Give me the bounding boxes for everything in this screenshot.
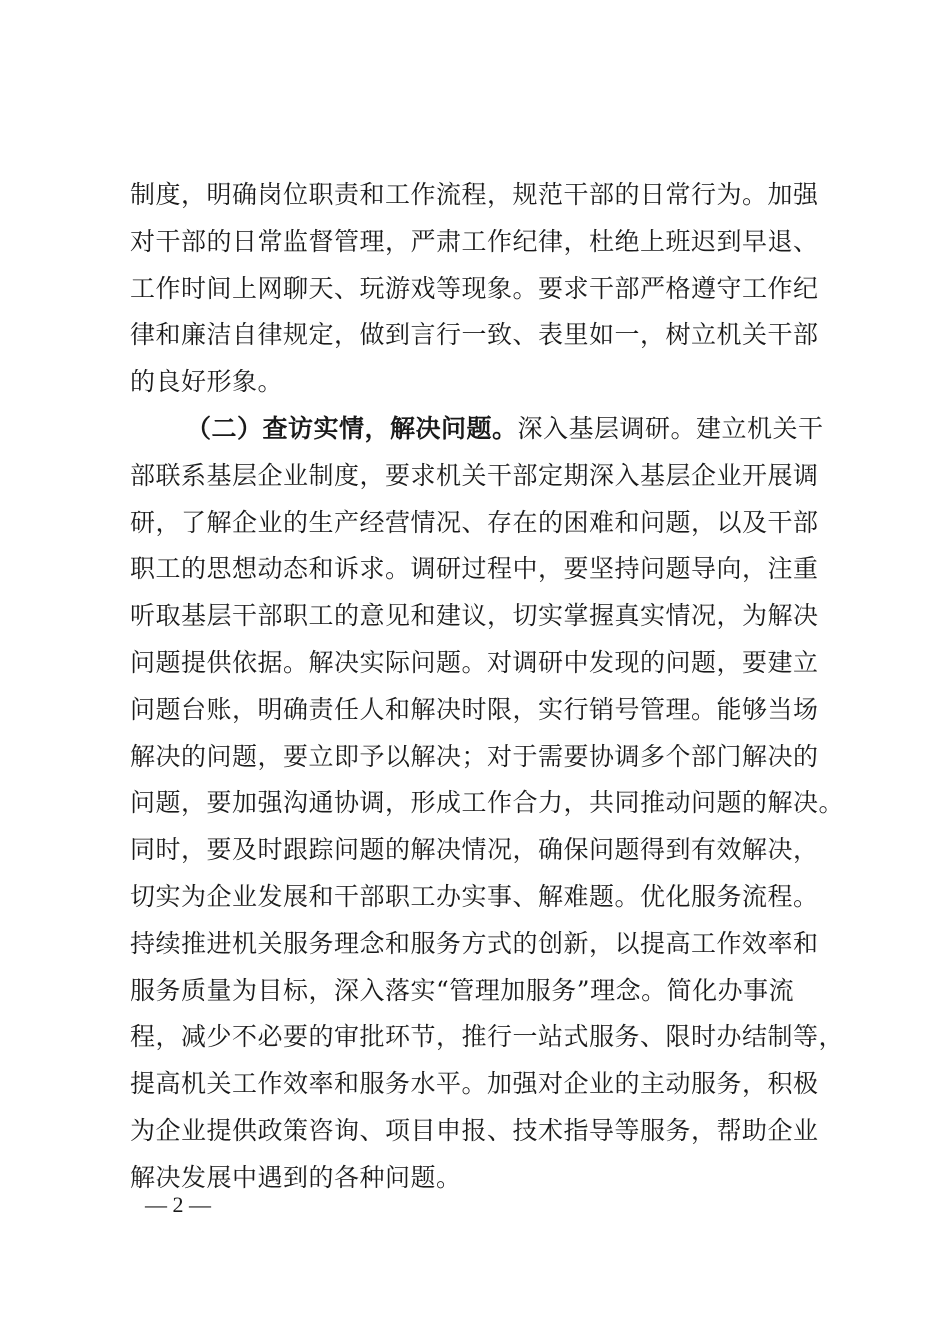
body-text-line: 程，减少不必要的审批环节，推行一站式服务、限时办结制等， (130, 1022, 845, 1051)
body-text-line: 问题，要加强沟通协调，形成工作合力，共同推动问题的解决。 (130, 788, 845, 817)
body-text-line: 服务质量为目标，深入落实“管理加服务”理念。简化办事流 (130, 976, 795, 1005)
body-text-line: 对干部的日常监督管理，严肃工作纪律，杜绝上班迟到早退、 (130, 227, 819, 256)
body-text-line: 问题提供依据。解决实际问题。对调研中发现的问题，要建立 (130, 648, 819, 677)
body-text-line: 职工的思想动态和诉求。调研过程中，要坚持问题导向，注重 (130, 554, 819, 583)
body-text-line: 部联系基层企业制度，要求机关干部定期深入基层企业开展调 (130, 461, 819, 490)
section-heading: （二）查访实情，解决问题。 (186, 414, 518, 443)
body-text-line: 听取基层干部职工的意见和建议，切实掌握真实情况，为解决 (130, 601, 819, 630)
body-text-inline: 深入基层调研。建立机关干 (517, 414, 824, 443)
body-text-line: 持续推进机关服务理念和服务方式的创新，以提高工作效率和 (130, 929, 819, 958)
body-text-line: 切实为企业发展和干部职工办实事、解难题。优化服务流程。 (130, 882, 819, 911)
body-text-line: 解决的问题，要立即予以解决；对于需要协调多个部门解决的 (130, 742, 819, 771)
body-text-line: 制度，明确岗位职责和工作流程，规范干部的日常行为。加强 (130, 180, 819, 209)
body-text-line: 解决发展中遇到的各种问题。 (130, 1163, 462, 1192)
section-first-line (186, 410, 824, 448)
body-text-line: 提高机关工作效率和服务水平。加强对企业的主动服务，积极 (130, 1069, 819, 1098)
page-number: — 2 — (145, 1192, 211, 1217)
body-text-line: 工作时间上网聊天、玩游戏等现象。要求干部严格遵守工作纪 (130, 274, 819, 303)
body-text-line: 问题台账，明确责任人和解决时限，实行销号管理。能够当场 (130, 695, 819, 724)
body-text-line: 为企业提供政策咨询、项目申报、技术指导等服务，帮助企业 (130, 1116, 819, 1145)
body-text-line: 同时，要及时跟踪问题的解决情况，确保问题得到有效解决， (130, 835, 819, 864)
body-text-line: 研，了解企业的生产经营情况、存在的困难和问题，以及干部 (130, 508, 819, 537)
body-text-line: 律和廉洁自律规定，做到言行一致、表里如一，树立机关干部 (130, 320, 819, 349)
body-text-line: 的良好形象。 (130, 367, 284, 396)
